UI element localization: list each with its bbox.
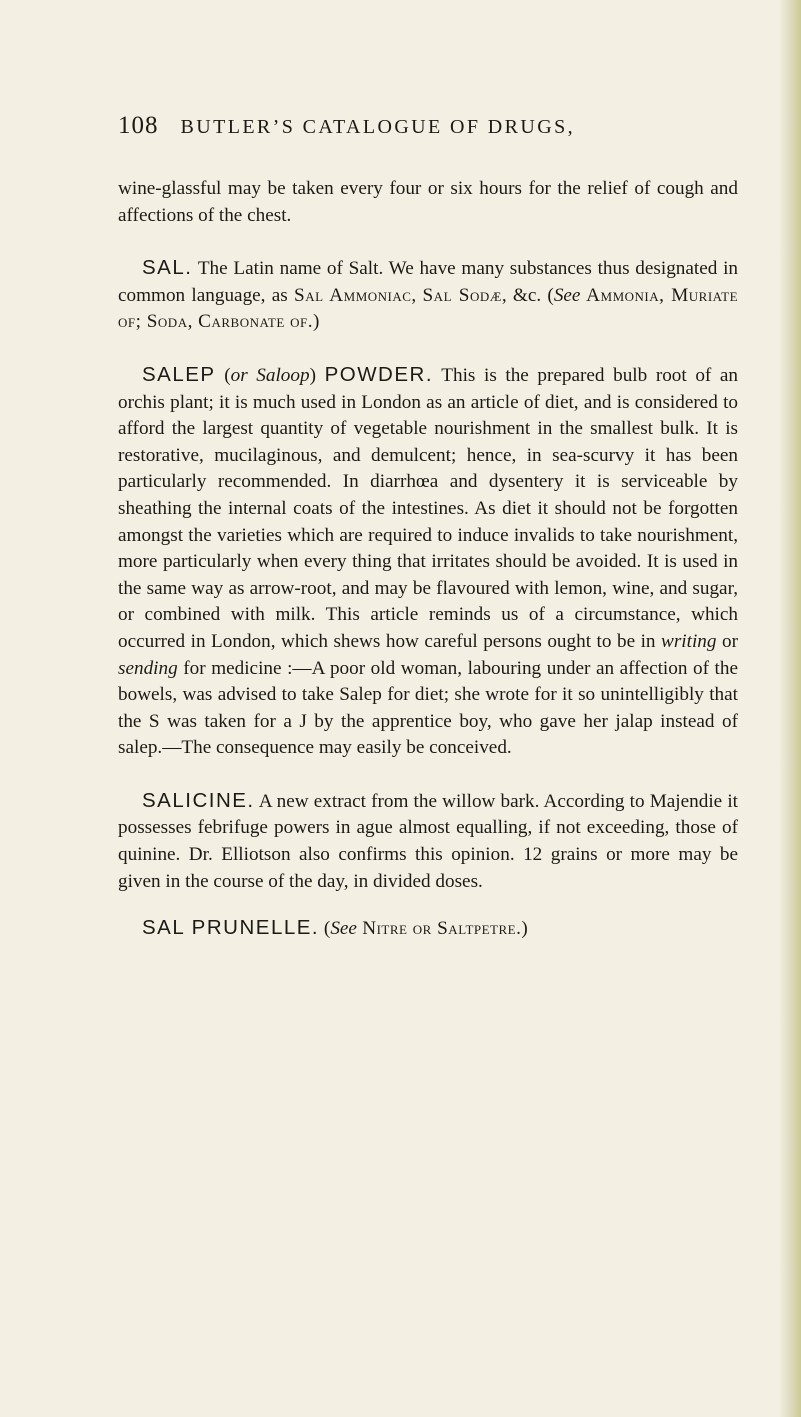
salep-or-word: or	[716, 630, 738, 652]
salep-or: or	[230, 364, 248, 386]
salep-paren-close: )	[309, 364, 325, 386]
continuation-text: wine-glassful may be taken every four or six hours for the relief of cough and affections of the chest.	[118, 178, 738, 226]
crossref-sal-sodae: Sal Sodæ	[422, 284, 502, 306]
headword-sal-prunelle: SAL PRUNELLE.	[142, 916, 320, 940]
salep-alt-name: Saloop	[247, 364, 310, 386]
salep-sending: sending	[118, 657, 178, 679]
running-title: BUTLER’S CATALOGUE OF DRUGS,	[180, 116, 576, 138]
entry-salep	[118, 362, 738, 762]
entry-sal-close: )	[313, 311, 320, 333]
page-edge-shadow	[779, 0, 801, 1417]
sal-prunelle-paren-open: (	[319, 918, 331, 940]
entry-sal	[118, 255, 738, 336]
sal-prunelle-see: See	[330, 918, 357, 940]
salep-paren-open: (	[215, 364, 231, 386]
sal-prunelle-close: )	[521, 918, 528, 940]
page-number: 108	[118, 112, 159, 139]
entry-sal-prunelle	[118, 915, 738, 943]
entry-sal-text: The Latin name of Salt. We have many substances thus designated in common language, as	[118, 258, 738, 306]
headword-sal: SAL.	[142, 256, 193, 280]
entry-salep-text1: This is the prepared bulb root of an orchis plant; it is much used in London as an article of diet, and is considered to afford the largest quantity of vegetable nourishment in the smallest bulk. It is restorative, mucilaginous, and demulcent; hence, in sea-scurvy it has been particularly recommended. In diarrhœa and dysentery it is serviceable by sheathing the internal coats of the intestines. As diet it should not be forgotten amongst the varieties which are required to induce invalids to take nourishment, more particularly when every thing that irritates should be avoided. It is used in the same way as arrow-root, and may be flavoured with lemon, wine, and sugar, or combined with milk. This article reminds us of a circumstance, which occurred in London, which shews how careful persons ought to be in	[118, 364, 739, 652]
page-body	[118, 176, 738, 943]
entry-salicine	[118, 788, 738, 895]
entry-sal-text2: , &c. (	[501, 284, 554, 306]
entry-salep-text2: for medicine :—A poor old woman, labouring under an affection of the bowels, was advised to take Salep for diet; she wrote for it so unintelligibly that the S was taken for a J by the apprentice boy, who gave her jalap instead of salep.—The consequence may easily be conceived.	[118, 657, 738, 759]
headword-salep: SALEP	[142, 362, 216, 386]
running-header	[118, 112, 738, 152]
crossref-ammonia-soda: Ammonia, Muriate of; Soda, Carbonate of.	[118, 284, 739, 333]
entry-salicine-text: A new extract from the willow bark. According to Majendie it possesses febrifuge powers in ague almost equalling, if not exceeding, those of quinine. Dr. Elliotson also confirms this opinion. 12 grains or more may be given in the course of the day, in divided doses.	[118, 790, 738, 892]
continuation-paragraph	[118, 176, 738, 229]
see-label: See	[553, 284, 581, 306]
salep-writing: writing	[661, 630, 717, 652]
entry-sal-sep: ,	[411, 284, 423, 306]
crossref-sal-ammoniac: Sal Ammoniac	[294, 284, 412, 306]
headword-powder: POWDER.	[324, 362, 434, 386]
crossref-nitre: Nitre or Saltpetre.	[356, 918, 522, 940]
headword-salicine: SALICINE.	[142, 788, 255, 812]
